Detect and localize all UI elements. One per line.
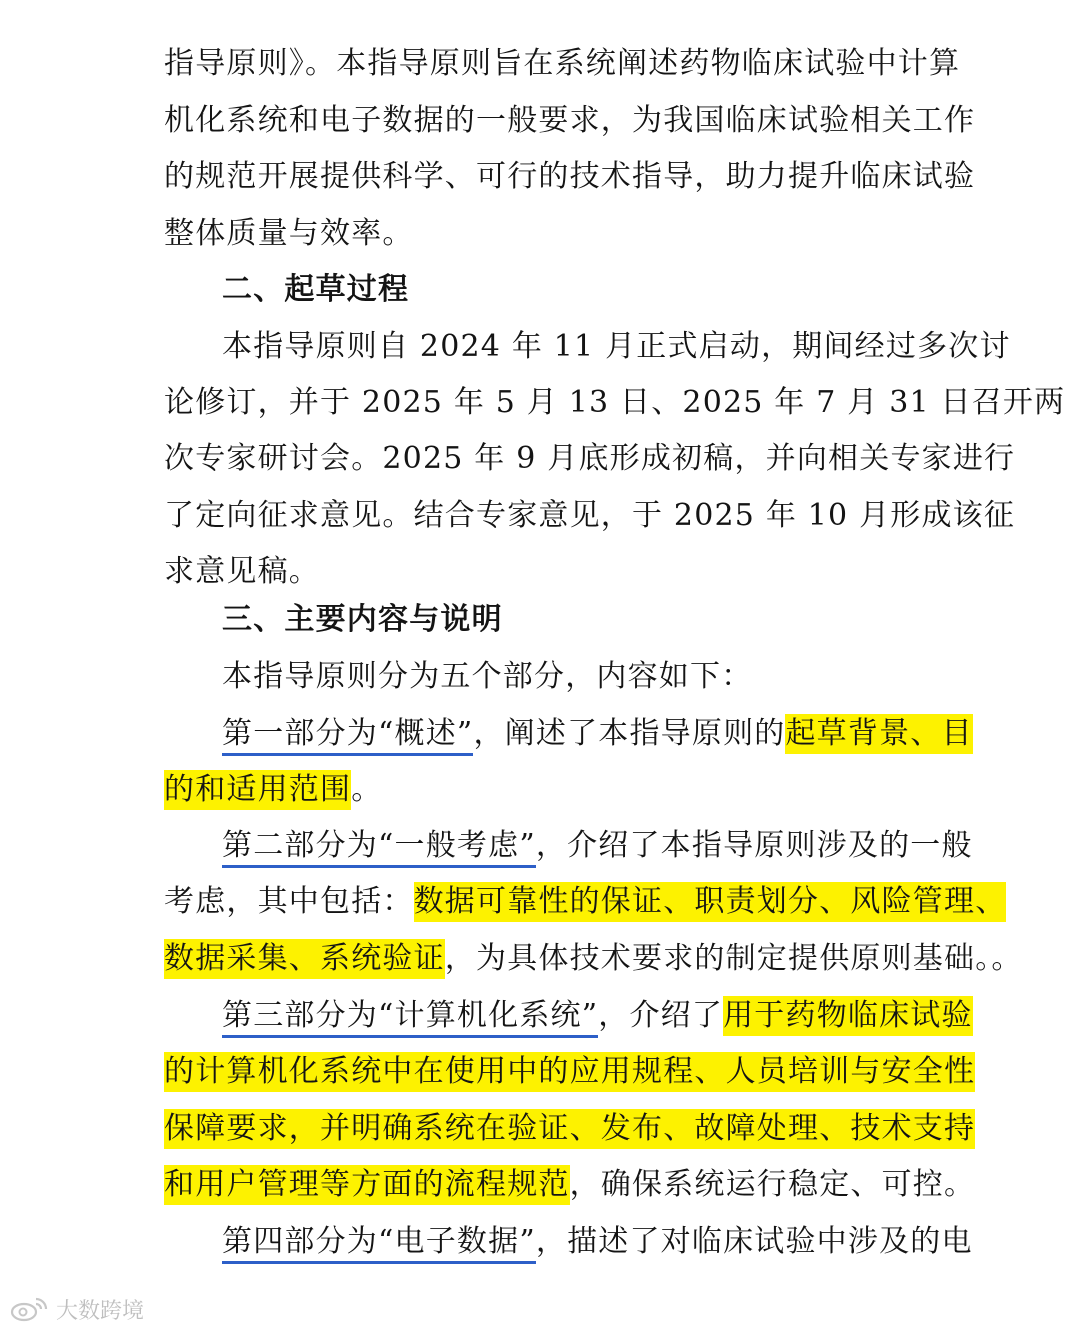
- line-text: ，为具体技术要求的制定提供原则基础。。: [444, 941, 1023, 976]
- body-line: [164, 494, 1016, 538]
- body-line: [164, 99, 976, 143]
- line-text: 论修订，并于 2025 年 5 月 13 日、2025 年 7 月 31 日召开两: [164, 385, 1066, 420]
- body-line: [164, 381, 1066, 425]
- body-line: [222, 994, 973, 1038]
- line-text: 指导原则》。本指导原则旨在系统阐述药物临床试验中计算: [164, 46, 961, 81]
- body-line: [164, 155, 976, 199]
- line-text: ，描述了对临床试验中涉及的电: [535, 1224, 973, 1259]
- body-line: [222, 824, 973, 868]
- highlighted-text: 数据采集、系统验证: [164, 939, 445, 979]
- highlighted-text: 数据可靠性的保证、职责划分、风险管理、: [414, 882, 1007, 922]
- body-line: [222, 1220, 973, 1264]
- section-heading: [222, 598, 922, 642]
- body-line: [164, 880, 1007, 924]
- body-line: [222, 655, 922, 699]
- body-line: [164, 42, 961, 86]
- highlighted-text: 的计算机化系统中在使用中的应用规程、人员培训与安全性: [164, 1052, 975, 1092]
- line-text: 求意见稿。: [164, 554, 320, 589]
- underlined-part-title: 第二部分为“一般考虑”: [222, 828, 536, 868]
- body-line: [222, 325, 1011, 369]
- body-line: [164, 212, 924, 256]
- body-line: [164, 1050, 976, 1094]
- body-line: [164, 937, 1023, 981]
- underlined-part-title: 第一部分为“概述”: [222, 716, 473, 756]
- body-line: [164, 768, 924, 812]
- body-line: [222, 712, 973, 756]
- line-text: ，阐述了本指导原则的: [473, 716, 786, 751]
- highlighted-text: 和用户管理等方面的流程规范: [164, 1165, 570, 1205]
- line-text: 整体质量与效率。: [164, 216, 414, 251]
- underlined-part-title: 第三部分为“计算机化系统”: [222, 998, 598, 1038]
- line-text: 次专家研讨会。2025 年 9 月底形成初稿，并向相关专家进行: [164, 441, 1016, 476]
- line-text: 本指导原则自 2024 年 11 月正式启动，期间经过多次讨: [222, 329, 1011, 364]
- highlighted-text: 的和适用范围: [164, 770, 351, 810]
- line-text: 。: [351, 772, 383, 807]
- line-text: 考虑，其中包括：: [164, 884, 414, 919]
- line-text: ，介绍了: [598, 998, 724, 1033]
- watermark-text: 大数跨境: [56, 1298, 145, 1324]
- line-text: 机化系统和电子数据的一般要求，为我国临床试验相关工作: [164, 103, 976, 138]
- line-text: ，介绍了本指导原则涉及的一般: [535, 828, 973, 863]
- underlined-part-title: 第四部分为“电子数据”: [222, 1224, 536, 1264]
- line-text: ，确保系统运行稳定、可控。: [569, 1167, 976, 1202]
- heading-text: 二、起草过程: [222, 272, 410, 307]
- heading-text: 三、主要内容与说明: [222, 602, 503, 637]
- body-line: [164, 1163, 976, 1207]
- section-heading: [222, 268, 922, 312]
- watermark: [10, 1294, 144, 1324]
- body-line: [164, 550, 924, 594]
- highlighted-text: 起草背景、目: [785, 714, 972, 754]
- line-text: 的规范开展提供科学、可行的技术指导，助力提升临床试验: [164, 159, 976, 194]
- weibo-logo-icon: [10, 1295, 50, 1323]
- line-text: 本指导原则分为五个部分，内容如下：: [222, 659, 753, 694]
- line-text: 了定向征求意见。结合专家意见，于 2025 年 10 月形成该征: [164, 498, 1016, 533]
- body-line: [164, 1107, 976, 1151]
- highlighted-text: 保障要求，并明确系统在验证、发布、故障处理、技术支持: [164, 1109, 975, 1149]
- highlighted-text: 用于药物临床试验: [723, 996, 973, 1036]
- body-line: [164, 437, 1016, 481]
